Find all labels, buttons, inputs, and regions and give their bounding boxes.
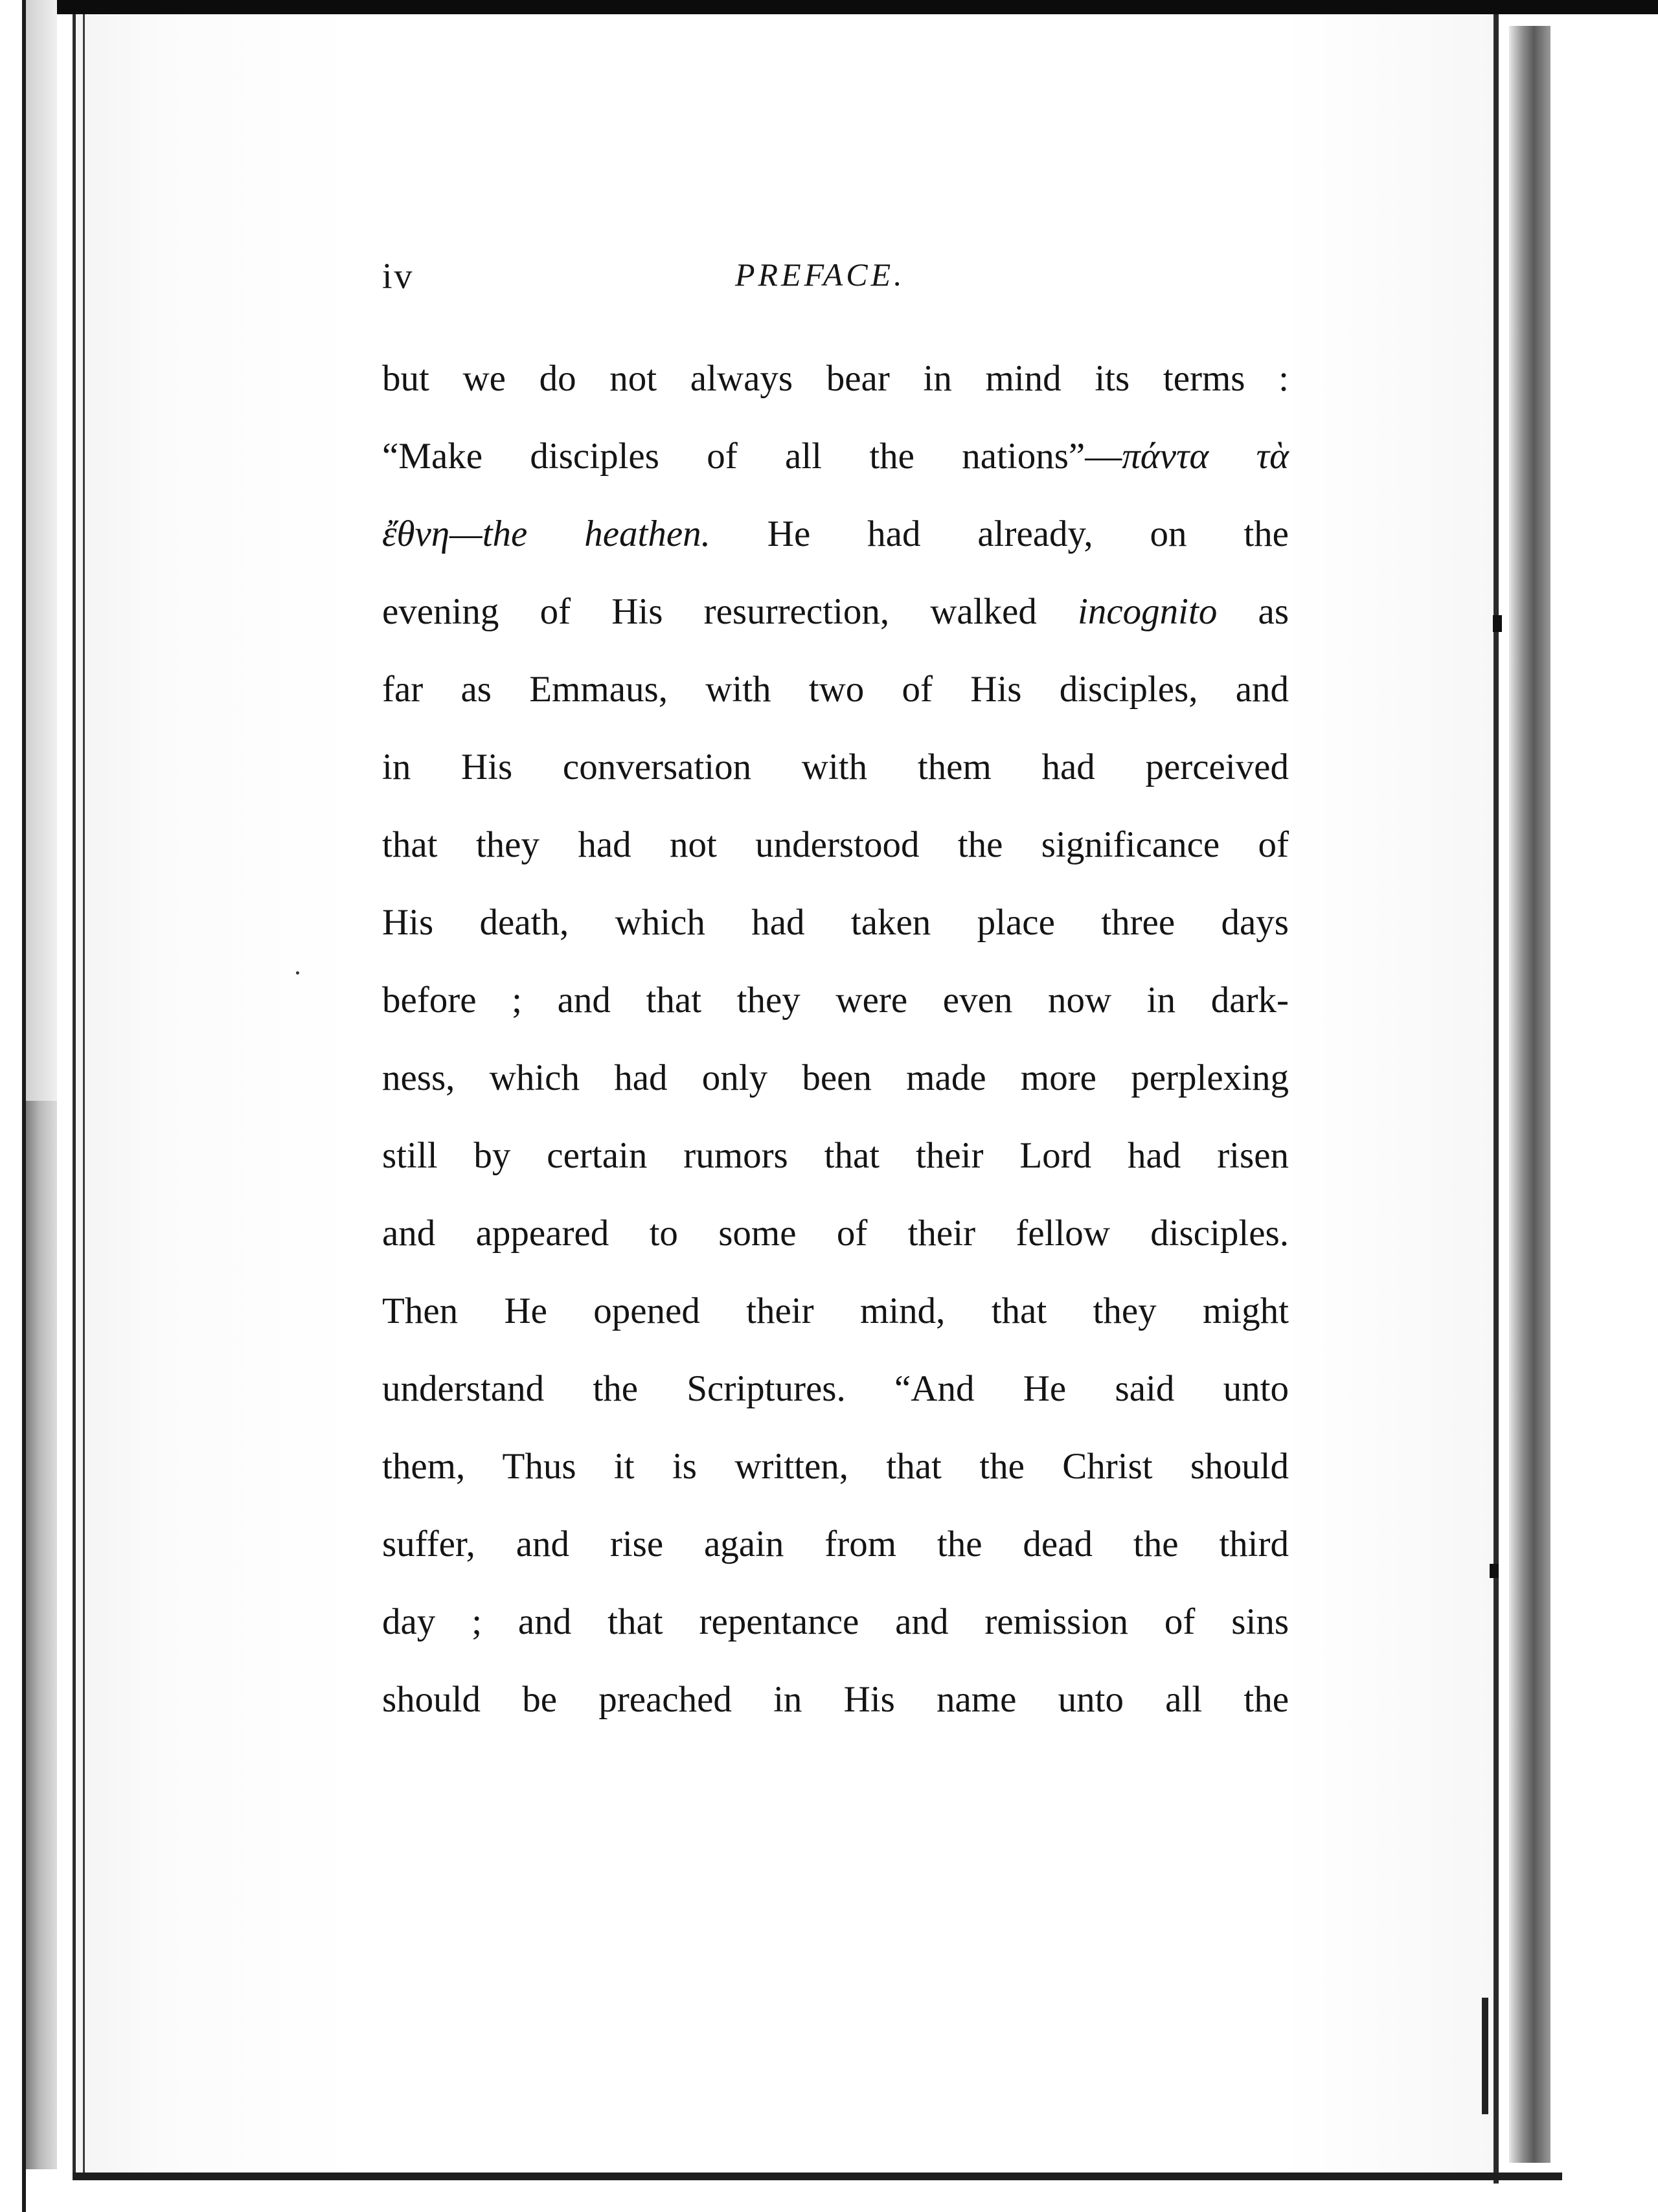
- text-line: [382, 1596, 1289, 1674]
- text-run: still by certain rumors that their Lord had risen: [382, 1135, 1289, 1176]
- text-line: [382, 1208, 1289, 1285]
- text-run: suffer, and rise again from the dead the third: [382, 1524, 1289, 1564]
- text-run: “Make disciples of all the nations”—: [382, 436, 1122, 477]
- text-run: far as Emmaus, with two of His disciples, and: [382, 669, 1289, 710]
- text-run: in His conversation with them had perceived: [382, 747, 1289, 787]
- specks: [296, 971, 299, 975]
- text-run: as: [1217, 591, 1289, 632]
- left-scan-border: [0, 0, 26, 2212]
- text-line: [382, 975, 1289, 1052]
- text-run: should be preached in His name unto all the: [382, 1679, 1289, 1720]
- text-line: [382, 1130, 1289, 1208]
- page-top-edge: [0, 0, 1658, 14]
- text-run: evening of His resurrection, walked: [382, 591, 1078, 632]
- gutter-mark-2: [1490, 1564, 1499, 1578]
- text-run: understand the Scriptures. “And He said unto: [382, 1368, 1289, 1409]
- italic-text-run: ἔθνη—the heathen.: [382, 514, 710, 554]
- gutter-edge-line: [1493, 14, 1499, 2184]
- italic-text-run: πάντα τὰ: [1122, 436, 1289, 477]
- text-line: [382, 1441, 1289, 1518]
- gutter-mark-3: [1482, 1998, 1488, 2114]
- page-bottom-edge: [73, 2172, 1562, 2180]
- text-line: [382, 431, 1289, 508]
- text-run: Then He opened their mind, that they might: [382, 1291, 1289, 1331]
- text-run: His death, which had taken place three days: [382, 902, 1289, 943]
- text-line: [382, 741, 1289, 819]
- text-run: but we do not always bear in mind its terms :: [382, 358, 1289, 399]
- text-line: [382, 1518, 1289, 1596]
- page-inner-edge: [83, 14, 85, 2174]
- text-line: [382, 1674, 1289, 1752]
- text-line: [382, 819, 1289, 897]
- text-line: [382, 1363, 1289, 1441]
- page-number: iv: [382, 256, 414, 297]
- text-line: [382, 508, 1289, 586]
- left-binding-strip-upper: [26, 0, 57, 1101]
- text-line: [382, 897, 1289, 975]
- running-title: PREFACE.: [735, 256, 905, 293]
- running-header: [382, 256, 1289, 308]
- text-run: before ; and that they were even now in dark-: [382, 980, 1289, 1021]
- text-run: and appeared to some of their fellow disciples.: [382, 1213, 1289, 1254]
- text-line: [382, 664, 1289, 741]
- text-run: that they had not understood the significance of: [382, 824, 1289, 865]
- text-line: [382, 586, 1289, 664]
- text-line: [382, 1285, 1289, 1363]
- text-run: He had already, on the: [710, 514, 1289, 554]
- left-binding-strip-lower: [26, 1101, 57, 2169]
- italic-text-run: incognito: [1078, 591, 1218, 632]
- body-text: [382, 353, 1289, 1752]
- gutter-mark-1: [1493, 615, 1502, 632]
- text-line: [382, 353, 1289, 431]
- text-run: ness, which had only been made more perplexing: [382, 1057, 1289, 1098]
- text-line: [382, 1052, 1289, 1130]
- text-run: day ; and that repentance and remission of sins: [382, 1601, 1289, 1642]
- text-run: them, Thus it is written, that the Christ should: [382, 1446, 1289, 1487]
- gutter-shadow: [1509, 26, 1550, 2163]
